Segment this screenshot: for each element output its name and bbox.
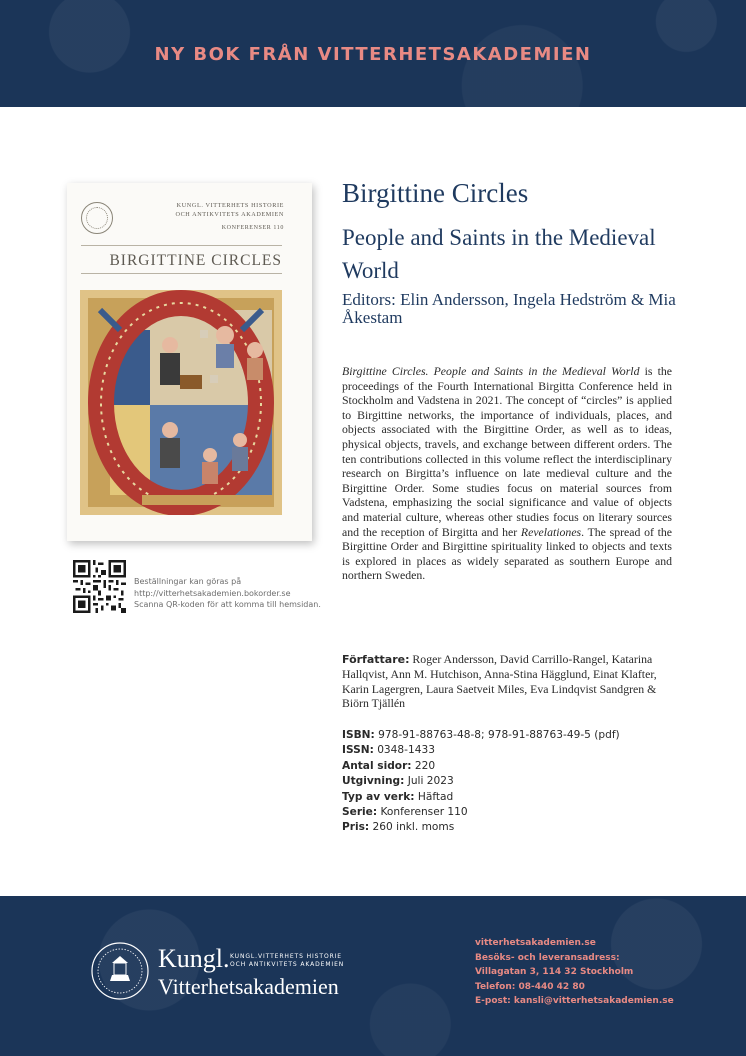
cover-title: BIRGITTINE CIRCLES: [109, 252, 282, 269]
academy-seal-icon: [90, 941, 150, 1001]
book-description: Birgittine Circles. People and Saints in the Medieval World is the proceedings of the Fourth International Birgitta Conference held in Stockholm and Vadstena in 2021. The concept of “circles” is applied to Birgittine networks, the importance of individuals, places, and objects associated with the Birgittine Order, as well as to ideas, physical objects, travels, and exchange between different orders. The ten contributions collected in this volume reflect the interdisciplinary research on Birgitta’s influence on late medieval culture and the Birgittine Order. Some studies focus on material sources from Vadstena, emphasizing the social significance and value of objects and material culture, whereas other studies focus on literary sources and the reception of Birgitta and her Revelationes. The spread of the Birgittine Order and Birgittine spirituality linked to objects and texts is explored in places as widely separated as southern Europe and northern Sweden.: [342, 364, 672, 583]
fact-type: Typ av verk: Häftad: [342, 790, 454, 803]
fact-series: Serie: Konferenser 110: [342, 806, 468, 819]
fact-price: Pris: 260 inkl. moms: [342, 821, 455, 834]
fact-isbn: ISBN: 978-91-88763-48-8; 978-91-88763-49-5 (pdf): [342, 729, 620, 741]
contact-address-label: Besöks- och leveransadress:: [475, 952, 620, 963]
academy-seal-icon: [81, 202, 113, 234]
cover-academy-name: KUNGL. VITTERHETS HISTORIE OCH ANTIKVITETS AKADEMIEN: [175, 202, 284, 218]
book-editors: Editors: Elin Andersson, Ingela Hedström & Mia Åkestam: [342, 290, 676, 327]
contact-address: Villagatan 3, 114 32 Stockholm: [475, 967, 634, 977]
book-cover: [67, 183, 312, 541]
footer-logo-kungl: Kungl.: [158, 944, 230, 973]
book-title: Birgittine Circles: [342, 178, 529, 208]
qr-code-icon[interactable]: [73, 560, 126, 613]
footer-logo-vitterhetsakademien: Vitterhetsakademien: [158, 974, 339, 999]
fact-release: Utgivning: Juli 2023: [342, 775, 454, 788]
fact-issn: ISSN: 0348-1433: [342, 744, 435, 757]
authors-list: Författare: Roger Andersson, David Carrillo-Rangel, Katarina Hallqvist, Ann M. Hutchison, Anna-Stina Hägglund, Einat Klafter, Karin Lagergren, Laura Saetveit Miles, Eva Lindqvist Sandgren & Biörn Tjällén: [342, 652, 657, 711]
contact-info: [475, 936, 674, 1009]
fact-pages: Antal sidor: 220: [342, 759, 436, 772]
order-scan-hint: Scanna QR-koden för att komma till hemsidan.: [134, 600, 321, 609]
order-info: [134, 576, 321, 611]
book-subtitle: People and Saints in the Medieval World: [342, 225, 656, 283]
authors-label: Författare:: [342, 653, 410, 666]
footer-logo-small: KUNGL.VITTERHETS HISTORIE OCH ANTIKVITETS AKADEMIEN: [230, 953, 345, 968]
banner-heading: NY BOK FRÅN VITTERHETSAKADEMIEN: [154, 44, 592, 65]
order-text: Beställningar kan göras på: [134, 577, 242, 586]
contact-phone[interactable]: Telefon: 08-440 42 80: [475, 981, 585, 992]
contact-website[interactable]: vitterhetsakademien.se: [475, 938, 596, 948]
order-link[interactable]: http://vitterhetsakademien.bokorder.se: [134, 588, 291, 598]
contact-email[interactable]: E-post: kansli@vitterhetsakademien.se: [475, 996, 674, 1006]
cover-series: KONFERENSER 110: [221, 225, 284, 231]
footer: [0, 896, 746, 1056]
top-banner: [0, 0, 746, 107]
illuminated-initial-o-icon: [80, 290, 282, 515]
book-facts: [342, 728, 620, 836]
